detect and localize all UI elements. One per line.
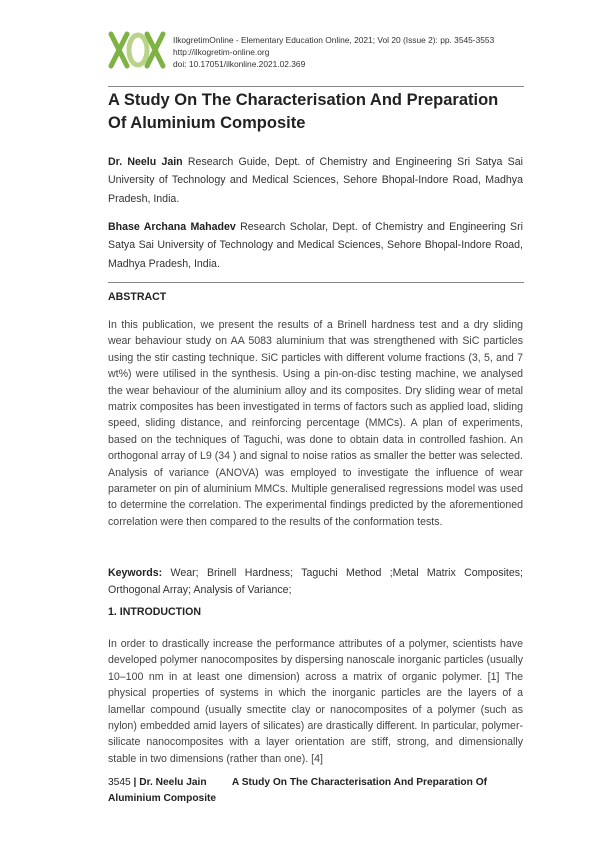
journal-doi[interactable]: doi: 10.17051/ilkonline.2021.02.369	[173, 59, 306, 70]
page-number: 3545	[108, 777, 131, 788]
keywords-label: Keywords:	[108, 567, 163, 579]
title-line-1: A Study On The Characterisation And Preparation	[108, 91, 499, 109]
footer-separator: |	[133, 777, 137, 788]
abstract-heading: ABSTRACT	[108, 291, 167, 303]
title-line-2: Of Aluminium Composite	[108, 114, 306, 132]
journal-line: IlkogretimOnline - Elementary Education Online, 2021; Vol 20 (Issue 2): pp. 3545-3553	[173, 35, 495, 45]
author-block-2	[108, 218, 523, 273]
page-footer	[108, 775, 524, 806]
footer-author: Dr. Neelu Jain	[139, 777, 207, 788]
introduction-text: In order to drastically increase the performance attributes of a polymer, scientists have developed polymer nanocomposites by dispersing nanoscale inorganic particles (usually 10–100 nm in at least one dimension) across a matrix of organic polymer. [1] The physical properties of systems in which the inorganic particles are the layers of a lamellar compound (usually smectite clay or nanocomposites of a polymer (such as nylon) embedded amid layers of silicates) are drastically different. In particular, polymer-silicate nanocomposites with a layer orientation are stiff, strong, and dimensionally stable in two dimensions (rather than one). [4]	[108, 638, 523, 765]
journal-logo	[107, 30, 167, 70]
journal-url[interactable]: http://ilkogretim-online.org	[173, 47, 270, 58]
footer-title: A Study On The Characterisation And Preparation Of Aluminium Composite	[108, 777, 488, 804]
author-name-1: Dr. Neelu Jain	[108, 156, 183, 168]
paper-title	[108, 89, 528, 135]
keywords	[108, 565, 523, 599]
journal-info	[173, 34, 494, 71]
abstract-text: In this publication, we present the results of a Brinell hardness test and a dry sliding wear behaviour study on AA 5083 aluminium that was strengthened with SiC particles using the stir casting technique. SiC particles with different volume fractions (3, 5, and 7 wt%) were utilised in the synthesis. Using a pin-on-disc testing machine, we analysed the wear behaviour of the aluminium alloy and its composites. Dry sliding wear of metal matrix composites has been investigated in terms of factors such as applied load, sliding speed, sliding distance, and reinforcing percentage (MMCs). A plan of experiments, based on the techniques of Taguchi, was done to obtain data in controlled fashion. An orthogonal array of L9 (34 ) and signal to noise ratios as smaller the better was selected. Analysis of variance (ANOVA) was employed to investigate the influence of wear parameter on pin of aluminium MMCs. Multiple generalised regressions model was used to determine the correlation. The experimental findings predicted by the aforementioned correlation were then compared to the results of the conformation tests.	[108, 319, 523, 528]
keywords-text: Wear; Brinell Hardness; Taguchi Method ;Metal Matrix Composites; Orthogonal Array; Analysis of Variance;	[108, 567, 523, 596]
abstract-divider	[108, 282, 524, 283]
author-block-1	[108, 153, 523, 208]
header-divider	[108, 86, 524, 87]
introduction-heading: 1. INTRODUCTION	[108, 606, 201, 618]
author-name-2: Bhase Archana Mahadev	[108, 221, 236, 233]
author-affiliation-2: Research Scholar, Dept. of Chemistry and Engineering Sri Satya Sai University of Technology and Medical Sciences, Sehore Bhopal-Indore Road, Madhya Pradesh, India.	[108, 221, 523, 270]
author-affiliation-1: Research Guide, Dept. of Chemistry and Engineering Sri Satya Sai University of Technology and Medical Sciences, Sehore Bhopal-Indore Road, Madhya Pradesh, India.	[108, 156, 523, 205]
